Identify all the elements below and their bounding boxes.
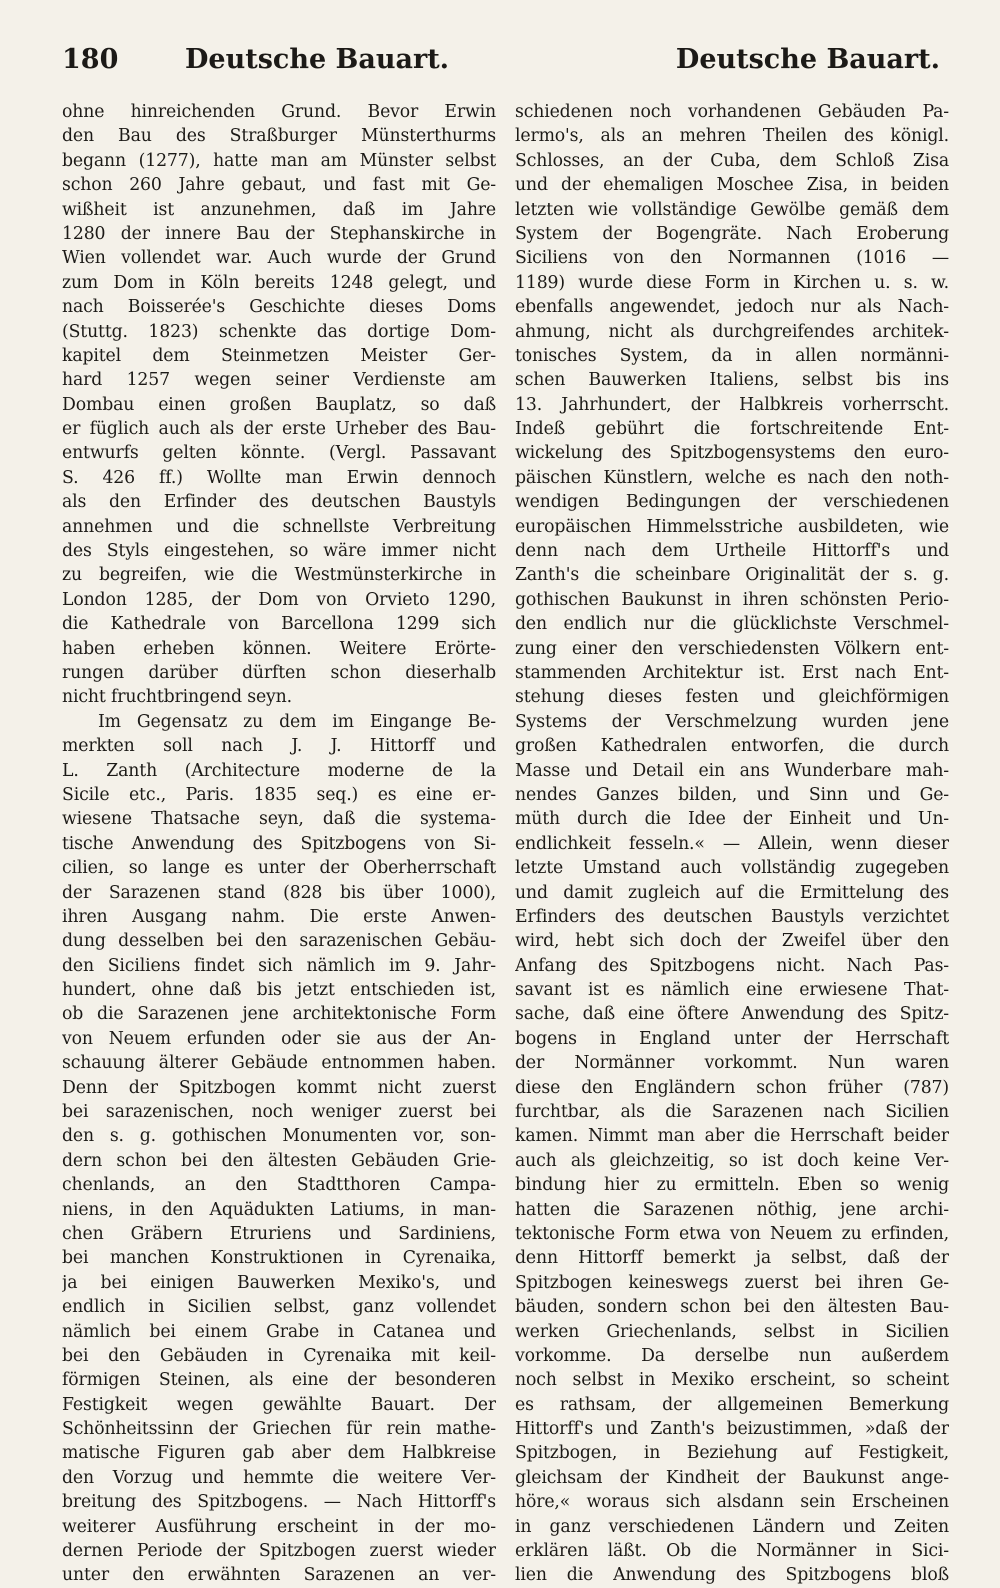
left-text-column xyxy=(62,100,496,1588)
text-line: schon 260 Jahre gebaut, und fast mit Ge- xyxy=(62,175,496,196)
text-line: und damit zugleich auf die Ermittelung des xyxy=(515,882,949,903)
text-line: nach Boisserée's Geschichte dieses Doms xyxy=(62,297,496,318)
text-line: bei sarazenischen, noch weniger zuerst bei xyxy=(62,1102,496,1123)
text-line: der Sarazenen stand (828 bis über 1000), xyxy=(62,882,496,903)
text-line: werken Griechenlands, selbst in Sicilien xyxy=(515,1321,949,1342)
text-line: schiedenen noch vorhandenen Gebäuden Pa- xyxy=(515,102,949,122)
text-line: wiesene Thatsache seyn, daß die systema- xyxy=(62,809,496,830)
text-line: die Kathedrale von Barcellona 1299 sich xyxy=(62,614,496,635)
text-line: Wien vollendet war. Auch wurde der Grund xyxy=(62,248,496,269)
text-line: er füglich auch als der erste Urheber des Bau- xyxy=(62,419,496,440)
text-line: gleichsam der Kindheit der Baukunst ange- xyxy=(515,1467,949,1488)
text-line: bindung hier zu ermitteln. Eben so wenig xyxy=(515,1175,949,1196)
text-line: nendes Ganzes bilden, und Sinn und Ge- xyxy=(515,784,949,805)
text-line: savant ist es nämlich eine erwiesene That- xyxy=(515,980,949,1001)
running-head-left: Deutsche Bauart. xyxy=(185,44,450,75)
text-line: den Siciliens findet sich nämlich im 9. Jahr- xyxy=(62,955,496,976)
text-line: furchtbar, als die Sarazenen nach Sicilien xyxy=(515,1102,949,1123)
text-line: Erfinders des deutschen Baustyls verzichtet xyxy=(515,906,949,927)
text-line: denn nach dem Urtheile Hittorff's und xyxy=(515,541,949,562)
text-line: begann (1277), hatte man am Münster selbst xyxy=(62,150,496,171)
text-line: merkten soll nach J. J. Hittorff und xyxy=(62,736,496,757)
text-line: tektonische Form etwa von Neuem zu erfinden, xyxy=(515,1223,949,1244)
text-line: entwurfs gelten könnte. (Vergl. Passavant xyxy=(62,443,496,464)
text-line: Anfang des Spitzbogens nicht. Nach Pas- xyxy=(515,955,949,976)
text-line: dung desselben bei den sarazenischen Gebäu- xyxy=(62,931,496,952)
text-line: den Vorzug und hemmte die weitere Ver- xyxy=(62,1467,496,1488)
text-line: tonisches System, da in allen normänni- xyxy=(515,345,949,366)
text-line: Sicile etc., Paris. 1835 seq.) es eine er- xyxy=(62,784,496,805)
text-line: zung einer den verschiedensten Völkern ent- xyxy=(515,638,949,659)
text-line: zum Dom in Köln bereits 1248 gelegt, und xyxy=(62,272,496,293)
text-line: weiterer Ausführung erscheint in der mo- xyxy=(62,1516,496,1537)
text-line: des Styls eingestehen, so wäre immer nicht xyxy=(62,541,496,562)
text-line: rungen darüber dürften schon dieserhalb xyxy=(62,662,496,683)
text-line: Hittorff's und Zanth's beizustimmen, »daß der xyxy=(515,1419,949,1440)
text-line: großen Kathedralen entworfen, die durch xyxy=(515,736,949,757)
text-line: schauung älterer Gebäude entnommen haben. xyxy=(62,1053,496,1074)
text-line: lien die Anwendung des Spitzbogens bloß xyxy=(515,1565,949,1586)
text-line: System der Bogengräte. Nach Eroberung xyxy=(515,223,949,244)
text-line: 13. Jahrhundert, der Halbkreis vorherrscht. xyxy=(515,394,949,415)
text-line: breitung des Spitzbogens. — Nach Hittorff's xyxy=(62,1492,496,1513)
text-line: Spitzbogen keineswegs zuerst bei ihren Ge- xyxy=(515,1272,949,1293)
text-line: matische Figuren gab aber dem Halbkreise xyxy=(62,1443,496,1464)
text-line: tische Anwendung des Spitzbogens von Si- xyxy=(62,833,496,854)
text-line: 1280 der innere Bau der Stephanskirche in xyxy=(62,223,496,244)
text-line: Masse und Detail ein ans Wunderbare mah- xyxy=(515,760,949,781)
text-line: bäuden, sondern schon bei den ältesten Bau- xyxy=(515,1297,949,1318)
text-line: Systems der Verschmelzung wurden jene xyxy=(515,711,949,732)
text-line: (Stuttg. 1823) schenkte das dortige Dom- xyxy=(62,321,496,342)
text-line: förmigen Steinen, als eine der besonderen xyxy=(62,1370,496,1391)
text-line: gothischen Baukunst in ihren schönsten Perio- xyxy=(515,589,949,610)
text-line: ebenfalls angewendet, jedoch nur als Nach- xyxy=(515,297,949,318)
text-line: Siciliens von den Normannen (1016 — xyxy=(515,248,949,269)
text-line: europäischen Himmelsstriche ausbildeten, wie xyxy=(515,516,949,537)
text-line: endlichkeit fesseln.« — Allein, wenn dieser xyxy=(515,833,949,854)
text-line: Schlosses, an der Cuba, dem Schloß Zisa xyxy=(515,150,949,171)
text-line: Spitzbogen, in Beziehung auf Festigkeit, xyxy=(515,1443,949,1464)
text-line: bei manchen Konstruktionen in Cyrenaika, xyxy=(62,1248,496,1269)
text-line: ob die Sarazenen jene architektonische Form xyxy=(62,1004,496,1025)
text-line: erklären läßt. Ob die Normänner in Sici- xyxy=(515,1541,949,1562)
text-line: wird, hebt sich doch der Zweifel über den xyxy=(515,931,949,952)
text-line: zu begreifen, wie die Westmünsterkirche in xyxy=(62,565,496,586)
page-header xyxy=(62,44,940,94)
text-line: cilien, so lange es unter der Oberherrschaft xyxy=(62,858,496,879)
text-line: nämlich bei einem Grabe in Catanea und xyxy=(62,1321,496,1342)
text-line: von Neuem erfunden oder sie aus der An- xyxy=(62,1028,496,1049)
text-line: endlich in Sicilien selbst, ganz vollendet xyxy=(62,1297,496,1318)
text-line: chenlands, an den Stadtthoren Campa- xyxy=(62,1175,496,1196)
text-line: ja bei einigen Bauwerken Mexiko's, und xyxy=(62,1272,496,1293)
right-text-column xyxy=(515,100,949,1588)
text-line: den Bau des Straßburger Münsterthurms xyxy=(62,126,496,147)
text-line: diese den Engländern schon früher (787) xyxy=(515,1077,949,1098)
text-line: letzte Umstand auch vollständig zugegeben xyxy=(515,858,949,879)
text-line: Schönheitssinn der Griechen für rein mathe- xyxy=(62,1419,496,1440)
text-line: Festigkeit wegen gewählte Bauart. Der xyxy=(62,1394,496,1415)
text-line: auch als gleichzeitig, so ist doch keine Ver- xyxy=(515,1150,949,1171)
text-line: Im Gegensatz zu dem im Eingange Be- xyxy=(98,711,496,732)
text-line: unter den erwähnten Sarazenen an ver- xyxy=(62,1565,496,1586)
text-line: L. Zanth (Architecture moderne de la xyxy=(62,760,496,781)
text-line: stammenden Architektur ist. Erst nach Ent- xyxy=(515,662,949,683)
text-line: der Normänner vorkommt. Nun waren xyxy=(515,1053,949,1074)
text-line: päischen Künstlern, welche es nach den noth- xyxy=(515,467,949,488)
text-line: S. 426 ff.) Wollte man Erwin dennoch xyxy=(62,467,496,488)
text-line: Dombau einen großen Bauplatz, so daß xyxy=(62,394,496,415)
text-line: ohne hinreichenden Grund. Bevor Erwin xyxy=(62,102,496,122)
text-line: annehmen und die schnellste Verbreitung xyxy=(62,516,496,537)
text-line: es rathsam, der allgemeinen Bemerkung xyxy=(515,1394,949,1415)
text-line: wickelung des Spitzbogensystems den euro- xyxy=(515,443,949,464)
text-line: ahmung, nicht als durchgreifendes architek- xyxy=(515,321,949,342)
text-line: schen Bauwerken Italiens, selbst bis ins xyxy=(515,370,949,391)
text-line: dern schon bei den ältesten Gebäuden Grie- xyxy=(62,1150,496,1171)
text-line: niens, in den Aquädukten Latiums, in man- xyxy=(62,1199,496,1220)
text-line: bogens in England unter der Herrschaft xyxy=(515,1028,949,1049)
text-line: wendigen Bedingungen der verschiedenen xyxy=(515,492,949,513)
text-line: hatten die Sarazenen nöthig, jene archi- xyxy=(515,1199,949,1220)
text-line: und der ehemaligen Moschee Zisa, in beiden xyxy=(515,175,949,196)
text-line: chen Gräbern Etruriens und Sardiniens, xyxy=(62,1223,496,1244)
page-number: 180 xyxy=(62,44,119,75)
text-line: letzten wie vollständige Gewölbe gemäß dem xyxy=(515,199,949,220)
text-line: hundert, ohne daß bis jetzt entschieden ist, xyxy=(62,980,496,1001)
text-line: London 1285, der Dom von Orvieto 1290, xyxy=(62,589,496,610)
text-line: denn Hittorff bemerkt ja selbst, daß der xyxy=(515,1248,949,1269)
text-line: nicht fruchtbringend seyn. xyxy=(62,687,292,708)
text-line: 1189) wurde diese Form in Kirchen u. s. w. xyxy=(515,272,949,293)
text-line: hard 1257 wegen seiner Verdienste am xyxy=(62,370,496,391)
text-line: stehung dieses festen und gleichförmigen xyxy=(515,687,949,708)
text-line: kapitel dem Steinmetzen Meister Ger- xyxy=(62,345,496,366)
text-line: noch selbst in Mexiko erscheint, so scheint xyxy=(515,1370,949,1391)
text-line: den endlich nur die glücklichste Verschmel- xyxy=(515,614,949,635)
text-line: als den Erfinder des deutschen Baustyls xyxy=(62,492,496,513)
text-line: sache, daß eine öftere Anwendung des Spitz- xyxy=(515,1004,949,1025)
text-line: Denn der Spitzbogen kommt nicht zuerst xyxy=(62,1077,496,1098)
text-line: müth durch die Idee der Einheit und Un- xyxy=(515,809,949,830)
text-line: vorkomme. Da derselbe nun außerdem xyxy=(515,1345,949,1366)
text-line: Indeß gebührt die fortschreitende Ent- xyxy=(515,419,949,440)
text-line: den s. g. gothischen Monumenten vor, son- xyxy=(62,1126,496,1147)
text-line: wißheit ist anzunehmen, daß im Jahre xyxy=(62,199,496,220)
running-head-right: Deutsche Bauart. xyxy=(675,44,940,75)
text-line: Zanth's die scheinbare Originalität der s. g. xyxy=(515,565,949,586)
text-line: haben erheben können. Weitere Erörte- xyxy=(62,638,496,659)
text-line: lermo's, als an mehren Theilen des königl. xyxy=(515,126,949,147)
text-line: dernen Periode der Spitzbogen zuerst wieder xyxy=(62,1541,496,1562)
text-line: bei den Gebäuden in Cyrenaika mit keil- xyxy=(62,1345,496,1366)
text-line: in ganz verschiedenen Ländern und Zeiten xyxy=(515,1516,949,1537)
text-line: ihren Ausgang nahm. Die erste Anwen- xyxy=(62,906,496,927)
text-line: höre,« woraus sich alsdann sein Erscheinen xyxy=(515,1492,949,1513)
text-line: kamen. Nimmt man aber die Herrschaft beider xyxy=(515,1126,949,1147)
